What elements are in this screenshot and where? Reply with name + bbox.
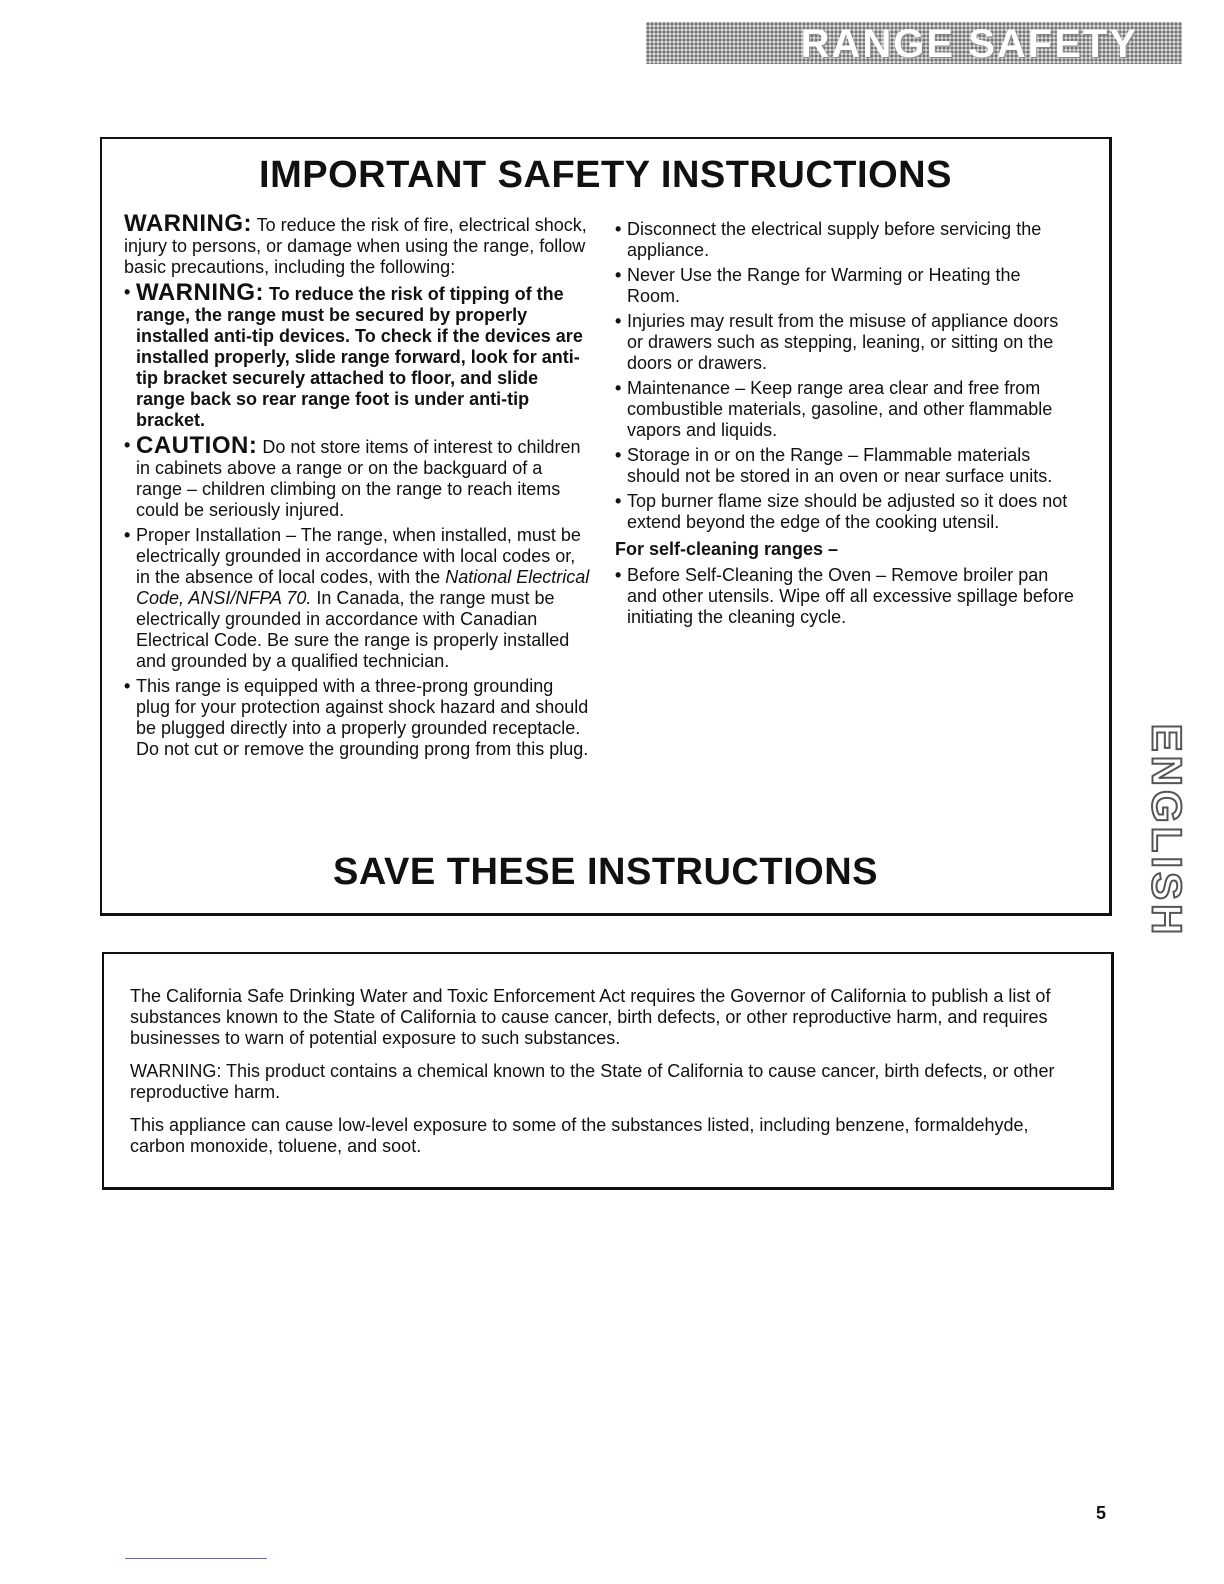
list-item bbox=[615, 378, 1075, 441]
save-instructions-heading: SAVE THESE INSTRUCTIONS bbox=[333, 851, 878, 893]
safety-right-column bbox=[615, 219, 1075, 632]
tip-warning-text: To reduce the risk of tipping of the range, the range must be secured by properly installed anti-tip devices. To check if the devices are installed properly, slide range forward, look for anti-tip bracket securely attached to floor, and slide range back so rear range foot is under anti-tip bracket. bbox=[136, 284, 583, 430]
list-item bbox=[615, 491, 1075, 533]
intro-warning-keyword: WARNING: bbox=[124, 210, 252, 237]
safety-left-column bbox=[124, 210, 592, 764]
bullet-icon: • bbox=[615, 378, 622, 398]
caution-item bbox=[124, 432, 592, 521]
bullet-icon: • bbox=[124, 525, 131, 545]
california-act-paragraph: The California Safe Drinking Water and Toxic Enforcement Act requires the Governor of California to publish a list of substances known to the State of California to cause cancer, birth defects, or other reproductive harm, and requires businesses to warn of potential exposure to such substances. bbox=[130, 986, 1051, 1048]
bullet-icon: • bbox=[615, 219, 622, 239]
california-warning-text bbox=[130, 986, 1080, 1169]
bullet-icon: • bbox=[615, 491, 622, 511]
section-header-band bbox=[646, 22, 1182, 64]
footer-rule bbox=[125, 1558, 267, 1559]
page-number: 5 bbox=[1096, 1503, 1107, 1523]
list-item bbox=[615, 311, 1075, 374]
list-item-text: Never Use the Range for Warming or Heating the Room. bbox=[627, 265, 1021, 306]
california-warning-paragraph: WARNING: This product contains a chemical known to the State of California to cause cancer, birth defects, or other reproductive harm. bbox=[130, 1061, 1055, 1102]
intro-paragraph bbox=[124, 210, 592, 278]
language-side-tab-label: ENGLISH bbox=[1143, 723, 1190, 939]
list-item-text: Top burner flame size should be adjusted so it does not extend beyond the edge of the cooking utensil. bbox=[627, 491, 1068, 532]
tip-warning-keyword: WARNING: bbox=[136, 279, 264, 306]
bullet-icon: • bbox=[615, 565, 622, 585]
list-item bbox=[615, 565, 1075, 628]
list-item bbox=[615, 219, 1075, 261]
intro-text: To reduce the risk of fire, electrical shock, injury to persons, or damage when using the range, follow basic precautions, including the following: bbox=[124, 215, 587, 277]
bullet-icon: • bbox=[615, 311, 622, 331]
installation-code-reference: National Electrical Code, ANSI/NFPA 70. bbox=[136, 567, 590, 608]
caution-keyword: CAUTION: bbox=[136, 432, 258, 459]
self-cleaning-heading: For self-cleaning ranges – bbox=[615, 539, 839, 559]
grounding-plug-text: This range is equipped with a three-prong grounding plug for your protection against shock hazard and should be plugged directly into a properly grounded receptacle. Do not cut or remove the grounding prong from this plug. bbox=[136, 676, 589, 759]
caution-text: Do not store items of interest to children in cabinets above a range or on the backguard of a range – children climbing on the range to reach items could be seriously injured. bbox=[136, 437, 581, 520]
bullet-icon: • bbox=[124, 676, 131, 696]
installation-text-b: In Canada, the range must be electrically grounded in accordance with Canadian Electrical Code. Be sure the range is properly installed and grounded by a qualified technician. bbox=[136, 588, 570, 671]
grounding-plug-item bbox=[124, 676, 592, 760]
installation-item bbox=[124, 525, 592, 672]
list-item bbox=[615, 445, 1075, 487]
section-header-title: RANGE SAFETY bbox=[800, 22, 1138, 66]
language-side-tab bbox=[1144, 722, 1188, 940]
list-item-text: Maintenance – Keep range area clear and free from combustible materials, gasoline, and other flammable vapors and liquids. bbox=[627, 378, 1053, 440]
list-item-text: Disconnect the electrical supply before servicing the appliance. bbox=[627, 219, 1042, 260]
safety-heading: IMPORTANT SAFETY INSTRUCTIONS bbox=[259, 154, 952, 196]
bullet-icon: • bbox=[615, 445, 622, 465]
bullet-icon: • bbox=[124, 282, 131, 302]
list-item bbox=[615, 265, 1075, 307]
list-item-text: Injuries may result from the misuse of appliance doors or drawers such as stepping, leaning, or sitting on the doors or drawers. bbox=[627, 311, 1059, 373]
tip-warning-item bbox=[124, 279, 592, 431]
list-item-text: Before Self-Cleaning the Oven – Remove broiler pan and other utensils. Wipe off all excessive spillage before initiating the cleaning cycle. bbox=[627, 565, 1074, 627]
list-item-text: Storage in or on the Range – Flammable materials should not be stored in an oven or near surface units. bbox=[627, 445, 1053, 486]
important-safety-box bbox=[100, 137, 1112, 916]
installation-text-a: Proper Installation – The range, when installed, must be electrically grounded in accordance with local codes or, in the absence of local codes, with the bbox=[136, 525, 581, 587]
bullet-icon: • bbox=[615, 265, 622, 285]
california-exposure-paragraph: This appliance can cause low-level exposure to some of the substances listed, including benzene, formaldehyde, carbon monoxide, toluene, and soot. bbox=[130, 1115, 1029, 1156]
bullet-icon: • bbox=[124, 435, 131, 455]
california-warning-box bbox=[102, 952, 1114, 1190]
